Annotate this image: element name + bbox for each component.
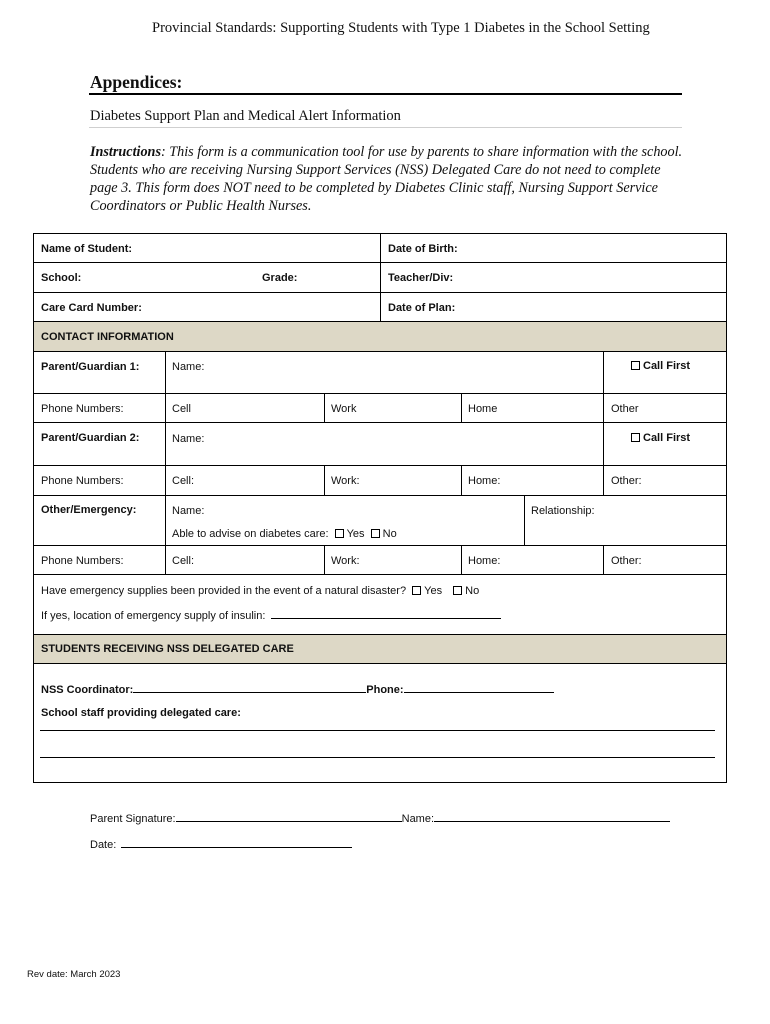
date-row [90, 837, 352, 851]
parent-2-work-label: Work: [331, 475, 360, 487]
parent-2-cell-label: Cell: [172, 475, 195, 487]
nss-coordinator-field[interactable] [133, 682, 366, 693]
insulin-location-row [41, 608, 501, 622]
school-label: School: [41, 272, 82, 284]
parent-2-name-label: Name: [172, 433, 205, 445]
emergency-cell-label: Cell: [172, 555, 195, 567]
contact-information-heading: CONTACT INFORMATION [41, 331, 174, 343]
date-label: Date: [90, 839, 117, 851]
relationship-label: Relationship: [531, 505, 595, 517]
nss-coordinator-row [41, 682, 554, 696]
date-of-plan-label: Date of Plan: [388, 302, 456, 314]
insulin-location-label: If yes, location of emergency supply of insulin: [41, 610, 266, 622]
title-rule [89, 127, 682, 128]
parent-1-work-label: Work [331, 403, 357, 415]
emergency-work-label: Work: [331, 555, 360, 567]
emergency-name-label: Name: [172, 505, 205, 517]
emergency-home-label: Home: [468, 555, 501, 567]
date-field[interactable] [121, 837, 352, 848]
heading-rule [89, 93, 682, 95]
school-staff-label: School staff providing delegated care: [41, 707, 241, 719]
section-heading: Appendices: [90, 72, 183, 92]
checkbox-icon[interactable] [412, 586, 421, 595]
emergency-supplies-row [41, 585, 479, 597]
grade-label: Grade: [262, 272, 298, 284]
supplies-yes-label: Yes [424, 585, 443, 597]
phone-numbers-label: Phone Numbers: [41, 475, 124, 487]
checkbox-icon[interactable] [371, 529, 380, 538]
parent-signature-field[interactable] [176, 811, 402, 822]
nss-phone-label: Phone: [366, 684, 404, 696]
call-first-label: Call First [643, 432, 691, 444]
call-first-label: Call First [643, 360, 691, 372]
care-card-label: Care Card Number: [41, 302, 142, 314]
parent-guardian-2-label: Parent/Guardian 2: [41, 432, 140, 444]
parent-1-other-label: Other [611, 403, 639, 415]
instructions-text: : This form is a communication tool for use by parents to share information with the school. Students who are receiving Nursing Support Services (NSS) Delegated Care do not need to complete page 3. This form does NOT need to be completed by Diabetes Clinic staff, Nursing Support Service Coordinators or Public Health Nurses. [90, 144, 683, 214]
parent-1-call-first[interactable] [631, 360, 690, 372]
parent-1-name-label: Name: [172, 361, 205, 373]
advise-yes-label: Yes [346, 528, 365, 540]
student-name-label: Name of Student: [41, 243, 133, 255]
parent-2-other-label: Other: [611, 475, 642, 487]
emergency-other-label: Other: [611, 555, 642, 567]
checkbox-icon[interactable] [335, 529, 344, 538]
running-header: Provincial Standards: Supporting Students with Type 1 Diabetes in the School Setting [152, 20, 650, 36]
advise-no-label: No [382, 528, 397, 540]
other-emergency-label: Other/Emergency: [41, 504, 137, 516]
signature-name-label: Name: [401, 813, 435, 825]
instructions-paragraph [90, 143, 690, 215]
revision-date: Rev date: March 2023 [27, 969, 121, 980]
parent-signature-label: Parent Signature: [90, 813, 176, 825]
emergency-supplies-question: Have emergency supplies been provided in the event of a natural disaster? [41, 585, 407, 597]
support-plan-form [33, 233, 727, 783]
parent-guardian-1-label: Parent/Guardian 1: [41, 361, 140, 373]
parent-2-home-label: Home: [468, 475, 501, 487]
phone-numbers-label: Phone Numbers: [41, 555, 124, 567]
parent-1-home-label: Home [468, 403, 498, 415]
parent-1-cell-label: Cell [172, 403, 191, 415]
checkbox-icon[interactable] [631, 433, 640, 442]
form-title: Diabetes Support Plan and Medical Alert Information [90, 108, 401, 124]
school-staff-line-2[interactable] [40, 757, 715, 758]
nss-coordinator-label: NSS Coordinator: [41, 684, 134, 696]
checkbox-icon[interactable] [631, 361, 640, 370]
teacher-div-label: Teacher/Div: [388, 272, 454, 284]
advise-diabetes-care-row [172, 528, 397, 540]
date-of-birth-label: Date of Birth: [388, 243, 458, 255]
parent-2-call-first[interactable] [631, 432, 690, 444]
signature-name-field[interactable] [434, 811, 670, 822]
nss-delegated-care-heading: STUDENTS RECEIVING NSS DELEGATED CARE [41, 643, 294, 655]
school-staff-line-1[interactable] [40, 730, 715, 731]
instructions-lead: Instructions [90, 144, 161, 160]
checkbox-icon[interactable] [453, 586, 462, 595]
supplies-no-label: No [465, 585, 480, 597]
nss-phone-field[interactable] [404, 682, 554, 693]
parent-signature-row [90, 811, 670, 825]
insulin-location-field[interactable] [271, 608, 501, 619]
phone-numbers-label: Phone Numbers: [41, 403, 124, 415]
advise-label: Able to advise on diabetes care: [172, 528, 329, 540]
